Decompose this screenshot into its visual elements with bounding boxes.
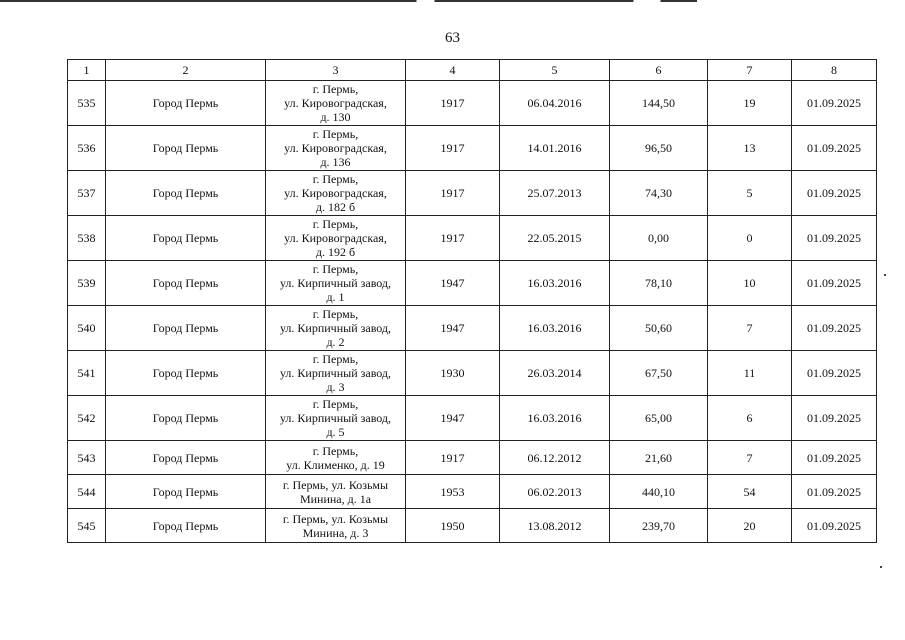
cell-count: 5 [708, 171, 792, 216]
address-line: д. 136 [320, 155, 351, 169]
address-line: г. Пермь, [312, 217, 359, 231]
address-line: г. Пермь, ул. Козьмы [282, 477, 389, 492]
cell-address [266, 216, 406, 261]
cell-address [266, 261, 406, 306]
cell-deadline: 01.09.2025 [792, 475, 877, 509]
cell-address [266, 509, 406, 543]
cell-address [266, 81, 406, 126]
header-col-5: 5 [500, 60, 610, 81]
table-row [68, 171, 877, 216]
address-line: д. 182 б [315, 200, 356, 214]
cell-year: 1917 [406, 171, 500, 216]
cell-municipality: Город Пермь [106, 216, 266, 261]
cell-row-number: 539 [68, 261, 106, 306]
cell-area: 144,50 [610, 81, 708, 126]
cell-area: 67,50 [610, 351, 708, 396]
scan-top-edge [0, 0, 905, 2]
table-row [68, 216, 877, 261]
cell-date: 13.08.2012 [500, 509, 610, 543]
scan-speck [884, 274, 886, 276]
cell-date: 26.03.2014 [500, 351, 610, 396]
table-row [68, 261, 877, 306]
cell-row-number: 537 [68, 171, 106, 216]
cell-deadline: 01.09.2025 [792, 441, 877, 475]
address-line: ул. Кировоградская, [284, 231, 387, 245]
cell-year: 1953 [406, 475, 500, 509]
address-line: д. 2 [326, 335, 345, 349]
cell-row-number: 536 [68, 126, 106, 171]
cell-count: 11 [708, 351, 792, 396]
cell-year: 1917 [406, 126, 500, 171]
table-row [68, 441, 877, 475]
cell-row-number: 535 [68, 81, 106, 126]
header-col-3: 3 [266, 60, 406, 81]
cell-municipality: Город Пермь [106, 171, 266, 216]
cell-deadline: 01.09.2025 [792, 351, 877, 396]
address-line: ул. Кирпичный завод, [279, 321, 392, 335]
page-number: 63 [445, 30, 460, 46]
cell-deadline: 01.09.2025 [792, 509, 877, 543]
cell-address [266, 306, 406, 351]
cell-count: 6 [708, 396, 792, 441]
cell-municipality: Город Пермь [106, 126, 266, 171]
cell-municipality: Город Пермь [106, 509, 266, 543]
cell-area: 65,00 [610, 396, 708, 441]
cell-row-number: 543 [68, 441, 106, 475]
cell-row-number: 544 [68, 475, 106, 509]
cell-area: 239,70 [610, 509, 708, 543]
header-col-1: 1 [68, 60, 106, 81]
cell-area: 74,30 [610, 171, 708, 216]
cell-count: 0 [708, 216, 792, 261]
cell-area: 0,00 [610, 216, 708, 261]
cell-municipality: Город Пермь [106, 261, 266, 306]
cell-deadline: 01.09.2025 [792, 261, 877, 306]
table-row [68, 475, 877, 509]
table-body [68, 81, 877, 543]
table-row [68, 81, 877, 126]
address-line: д. 3 [326, 380, 345, 394]
cell-date: 06.12.2012 [500, 441, 610, 475]
address-line: ул. Кировоградская, [284, 141, 387, 155]
cell-date: 25.07.2013 [500, 171, 610, 216]
cell-area: 78,10 [610, 261, 708, 306]
table-row [68, 126, 877, 171]
address-line: г. Пермь, [312, 352, 359, 366]
cell-count: 7 [708, 441, 792, 475]
cell-count: 19 [708, 81, 792, 126]
table-row [68, 306, 877, 351]
address-line: ул. Кирпичный завод, [279, 411, 392, 425]
housing-registry-table [67, 59, 877, 543]
cell-count: 54 [708, 475, 792, 509]
cell-row-number: 538 [68, 216, 106, 261]
cell-area: 50,60 [610, 306, 708, 351]
cell-count: 10 [708, 261, 792, 306]
address-line: ул. Кирпичный завод, [279, 276, 392, 290]
header-row [68, 60, 877, 81]
cell-date: 06.02.2013 [500, 475, 610, 509]
address-line: г. Пермь, [312, 262, 359, 276]
address-line: ул. Кировоградская, [284, 96, 387, 110]
cell-date: 16.03.2016 [500, 261, 610, 306]
cell-deadline: 01.09.2025 [792, 126, 877, 171]
header-col-8: 8 [792, 60, 877, 81]
cell-year: 1947 [406, 306, 500, 351]
address-line: ул. Кировоградская, [284, 186, 387, 200]
cell-municipality: Город Пермь [106, 306, 266, 351]
header-col-4: 4 [406, 60, 500, 81]
cell-deadline: 01.09.2025 [792, 81, 877, 126]
cell-municipality: Город Пермь [106, 81, 266, 126]
cell-date: 16.03.2016 [500, 306, 610, 351]
cell-year: 1930 [406, 351, 500, 396]
cell-address [266, 126, 406, 171]
cell-municipality: Город Пермь [106, 351, 266, 396]
cell-address [266, 441, 406, 475]
cell-count: 13 [708, 126, 792, 171]
cell-area: 96,50 [610, 126, 708, 171]
address-line: д. 130 [320, 110, 351, 124]
address-line: ул. Кирпичный завод, [279, 366, 392, 380]
header-col-7: 7 [708, 60, 792, 81]
table-row [68, 509, 877, 543]
address-line: г. Пермь, [312, 82, 359, 96]
address-line: ул. Клименко, д. 19 [286, 457, 385, 472]
address-line: г. Пермь, [312, 127, 359, 141]
cell-year: 1950 [406, 509, 500, 543]
header-col-6: 6 [610, 60, 708, 81]
address-line: д. 5 [326, 425, 345, 439]
cell-deadline: 01.09.2025 [792, 396, 877, 441]
address-line: д. 1 [326, 290, 345, 304]
table-row [68, 351, 877, 396]
cell-year: 1947 [406, 261, 500, 306]
cell-date: 14.01.2016 [500, 126, 610, 171]
scan-speck [880, 566, 882, 568]
cell-address [266, 351, 406, 396]
cell-date: 16.03.2016 [500, 396, 610, 441]
cell-date: 06.04.2016 [500, 81, 610, 126]
cell-municipality: Город Пермь [106, 441, 266, 475]
cell-date: 22.05.2015 [500, 216, 610, 261]
header-col-2: 2 [106, 60, 266, 81]
cell-deadline: 01.09.2025 [792, 306, 877, 351]
cell-count: 20 [708, 509, 792, 543]
cell-year: 1917 [406, 441, 500, 475]
cell-year: 1917 [406, 81, 500, 126]
cell-row-number: 540 [68, 306, 106, 351]
cell-count: 7 [708, 306, 792, 351]
cell-address [266, 475, 406, 509]
cell-deadline: 01.09.2025 [792, 216, 877, 261]
cell-row-number: 542 [68, 396, 106, 441]
address-line: г. Пермь, [312, 172, 359, 186]
address-line: г. Пермь, [312, 307, 359, 321]
address-line: г. Пермь, [312, 443, 359, 458]
address-line: г. Пермь, ул. Козьмы [282, 511, 389, 526]
cell-area: 21,60 [610, 441, 708, 475]
address-line: д. 192 б [315, 245, 356, 259]
cell-year: 1947 [406, 396, 500, 441]
table-row [68, 396, 877, 441]
address-line: Минина, д. 1а [299, 491, 372, 506]
address-line: Минина, д. 3 [302, 525, 369, 540]
cell-row-number: 541 [68, 351, 106, 396]
cell-municipality: Город Пермь [106, 475, 266, 509]
address-line: г. Пермь, [312, 397, 359, 411]
cell-row-number: 545 [68, 509, 106, 543]
cell-address [266, 171, 406, 216]
cell-deadline: 01.09.2025 [792, 171, 877, 216]
cell-address [266, 396, 406, 441]
cell-year: 1917 [406, 216, 500, 261]
cell-municipality: Город Пермь [106, 396, 266, 441]
cell-area: 440,10 [610, 475, 708, 509]
